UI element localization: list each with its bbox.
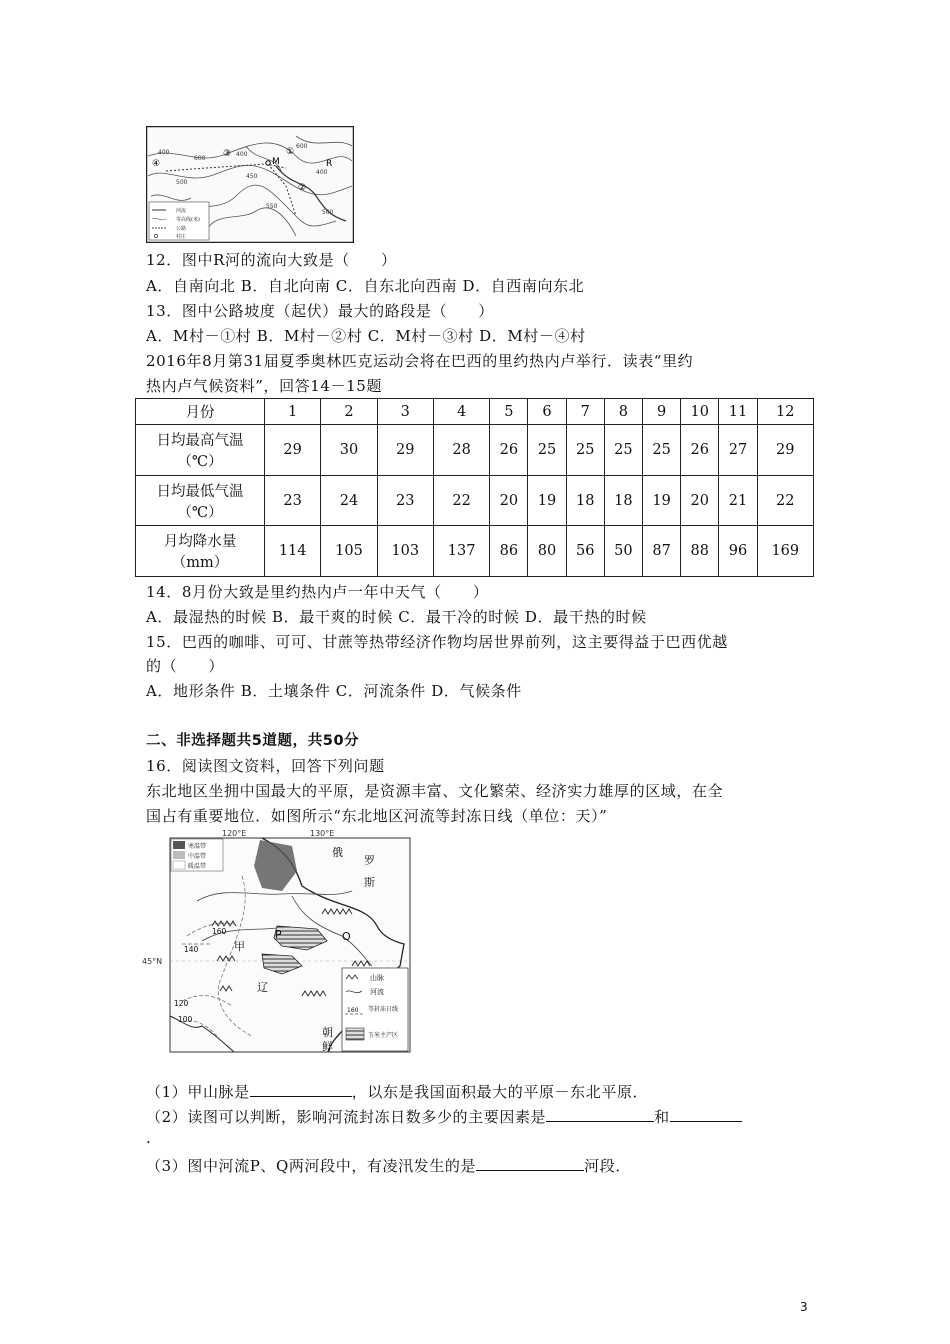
contour-label: 400 [316, 169, 328, 176]
page-number: 3 [800, 1300, 808, 1314]
table-month: 7 [566, 399, 604, 425]
sub1-text-a: （1）甲山脉是 [146, 1083, 250, 1101]
table-cell: 22 [433, 476, 489, 526]
q13-options: A．M村－①村 B．M村－②村 C．M村－③村 D．M村－④村 [146, 327, 586, 345]
row-label-line1: 月均降水量 [163, 534, 237, 550]
table-cell: 50 [604, 526, 642, 577]
village-label: M [272, 157, 280, 167]
table-cell: 56 [566, 526, 604, 577]
table-month: 1 [265, 399, 321, 425]
table-month: 10 [681, 399, 719, 425]
q16-sub2 [146, 1107, 742, 1127]
answer-blank[interactable] [670, 1107, 742, 1122]
place-label: 斯 [364, 876, 375, 889]
table-cell: 23 [265, 476, 321, 526]
legend-text: 等高线(米) [176, 217, 200, 223]
table-cell: 28 [433, 425, 489, 476]
sub1-text-b: ，以东是我国面积最大的平原－东北平原． [351, 1083, 649, 1101]
legend-text: 玉米主产区 [368, 1032, 399, 1039]
table-month: 2 [321, 399, 377, 425]
intro-line2: 热内卢气候资料”，回答14－15题 [146, 377, 383, 395]
table-cell: 103 [377, 526, 433, 577]
q16-text-line2: 国占有重要地位．如图所示“东北地区河流等封冻日线（单位：天）” [146, 807, 608, 825]
table-cell: 114 [265, 526, 321, 577]
contour-label: 450 [246, 173, 258, 180]
isoline-label: 120 [174, 999, 189, 1008]
table-header-label: 月份 [136, 399, 265, 425]
row-label-line2: （℃） [177, 454, 223, 470]
sub2-text-a: （2）读图可以判断，影响河流封冻日数多少的主要因素是 [146, 1108, 547, 1126]
table-cell: 86 [490, 526, 528, 577]
row-label [136, 526, 265, 577]
table-cell: 25 [643, 425, 681, 476]
table-row [136, 526, 814, 577]
table-cell: 18 [566, 476, 604, 526]
climate-table [135, 398, 814, 577]
sub3-text-b: 河段． [584, 1157, 631, 1175]
table-month: 12 [757, 399, 813, 425]
legend-text: 公路 [176, 226, 187, 232]
table-cell: 27 [719, 425, 757, 476]
table-cell: 19 [528, 476, 566, 526]
row-label-line1: 日均最高气温 [156, 433, 244, 449]
row-label-line2: （℃） [177, 504, 223, 521]
table-cell: 29 [377, 425, 433, 476]
answer-blank[interactable] [250, 1082, 352, 1097]
table-header-row [136, 399, 814, 425]
table-cell: 169 [757, 526, 813, 577]
table-month: 6 [528, 399, 566, 425]
legend-iso-value: 160 [347, 1007, 359, 1014]
village-label: ① [286, 147, 295, 157]
section-heading: 二、非选择题共5道题，共50分 [146, 733, 360, 749]
answer-blank[interactable] [546, 1107, 654, 1122]
q16-text-line1: 东北地区坐拥中国最大的平原，是资源丰富、文化繁荣、经济实力雄厚的区域，在全 [146, 782, 724, 800]
table-cell: 25 [604, 425, 642, 476]
table-cell: 19 [643, 476, 681, 526]
lon-label: 120°E [222, 829, 247, 838]
map2-legend [342, 968, 408, 1051]
village-label: ② [298, 183, 307, 193]
isoline-label: 160 [212, 927, 227, 936]
village-label: ④ [152, 159, 161, 169]
table-cell: 137 [433, 526, 489, 577]
lon-label: 130°E [310, 829, 335, 838]
q16-sub1 [146, 1082, 648, 1102]
q12-options: A．自南向北 B．自北向南 C．自东北向西南 D．自西南向东北 [146, 277, 585, 295]
contour-label: 600 [296, 143, 308, 150]
village-m [266, 161, 270, 165]
legend-text: 山脉 [370, 974, 384, 982]
table-row [136, 476, 814, 526]
place-label: 俄 [332, 846, 343, 859]
place-label: 辽 [257, 981, 268, 994]
contour-label: 400 [158, 149, 170, 156]
q15-options: A．地形条件 B．土壤条件 C．河流条件 D．气候条件 [146, 682, 522, 700]
legend-text: 河流 [176, 208, 187, 214]
q16-stem: 16．阅读图文资料，回答下列问题 [146, 757, 385, 775]
table-cell: 87 [643, 526, 681, 577]
table-cell: 105 [321, 526, 377, 577]
table-cell: 96 [719, 526, 757, 577]
temperature-zone-legend [171, 839, 223, 871]
table-month: 4 [433, 399, 489, 425]
place-label: P [275, 928, 282, 941]
legend-text: 河流 [370, 988, 384, 996]
table-month: 5 [490, 399, 528, 425]
isoline-label: 100 [178, 1015, 193, 1024]
table-row [136, 425, 814, 476]
contour-label: 500 [322, 209, 334, 216]
table-cell: 29 [757, 425, 813, 476]
table-month: 11 [719, 399, 757, 425]
q14-stem: 14．8月份大致是里约热内卢一年中天气（ ） [146, 583, 489, 601]
legend-text: 村庄 [176, 234, 187, 240]
sub3-text-a: （3）图中河流P、Q两河段中，有凌汛发生的是 [146, 1157, 477, 1175]
q16-sub3 [146, 1156, 631, 1176]
table-cell: 88 [681, 526, 719, 577]
intro-line1: 2016年8月第31届夏季奥林匹克运动会将在巴西的里约热内卢举行．读表“里约 [146, 352, 694, 370]
table-month: 3 [377, 399, 433, 425]
table-cell: 20 [681, 476, 719, 526]
table-cell: 30 [321, 425, 377, 476]
place-label: 罗 [364, 854, 375, 867]
legend-text: 中温带 [188, 853, 207, 860]
q13-stem: 13．图中公路坡度（起伏）最大的路段是（ ） [146, 302, 494, 320]
isoline-label: 140 [184, 945, 199, 954]
sub2-text-b: 和 [654, 1108, 670, 1126]
q15-stem-line1: 15．巴西的咖啡、可可、甘蔗等热带经济作物均居世界前列，这主要得益于巴西优越 [146, 633, 728, 651]
table-cell: 18 [604, 476, 642, 526]
q16-sub2-end: . [146, 1129, 152, 1147]
contour-label: 400 [236, 151, 248, 158]
table-month: 8 [604, 399, 642, 425]
contour-label: 550 [266, 203, 278, 210]
row-label [136, 476, 265, 526]
map-legend [149, 202, 209, 240]
table-cell: 26 [681, 425, 719, 476]
place-label: 甲 [234, 940, 245, 953]
table-cell: 24 [321, 476, 377, 526]
legend-text: 等封冻日线 [368, 1006, 399, 1013]
table-cell: 80 [528, 526, 566, 577]
answer-blank[interactable] [476, 1156, 584, 1171]
table-cell: 21 [719, 476, 757, 526]
legend-text: 暖温带 [188, 863, 207, 870]
q14-options: A．最湿热的时候 B．最干爽的时候 C．最干冷的时候 D．最干热的时候 [146, 608, 647, 626]
northeast-china-map [142, 826, 412, 1054]
lat-label: 45°N [142, 957, 163, 966]
river-label: R [326, 159, 333, 169]
row-label [136, 425, 265, 476]
contour-label: 500 [176, 179, 188, 186]
q15-stem-line2: 的（ ） [146, 657, 225, 675]
table-cell: 25 [528, 425, 566, 476]
table-cell: 20 [490, 476, 528, 526]
table-month: 9 [643, 399, 681, 425]
table-cell: 22 [757, 476, 813, 526]
legend-text: 寒温带 [188, 843, 207, 850]
village-label: ③ [223, 149, 232, 159]
place-label: Q [342, 930, 351, 943]
place-label: 鲜 [322, 1040, 333, 1053]
table-cell: 29 [265, 425, 321, 476]
table-cell: 26 [490, 425, 528, 476]
row-label-line2: （mm） [171, 555, 229, 571]
contour-label: 600 [194, 155, 206, 162]
row-label-line1: 日均最低气温 [156, 483, 244, 500]
table-cell: 25 [566, 425, 604, 476]
table-cell: 23 [377, 476, 433, 526]
place-label: 朝 [322, 1026, 333, 1039]
contour-map [146, 126, 354, 243]
q12-stem: 12．图中R河的流向大致是（ ） [146, 251, 397, 269]
